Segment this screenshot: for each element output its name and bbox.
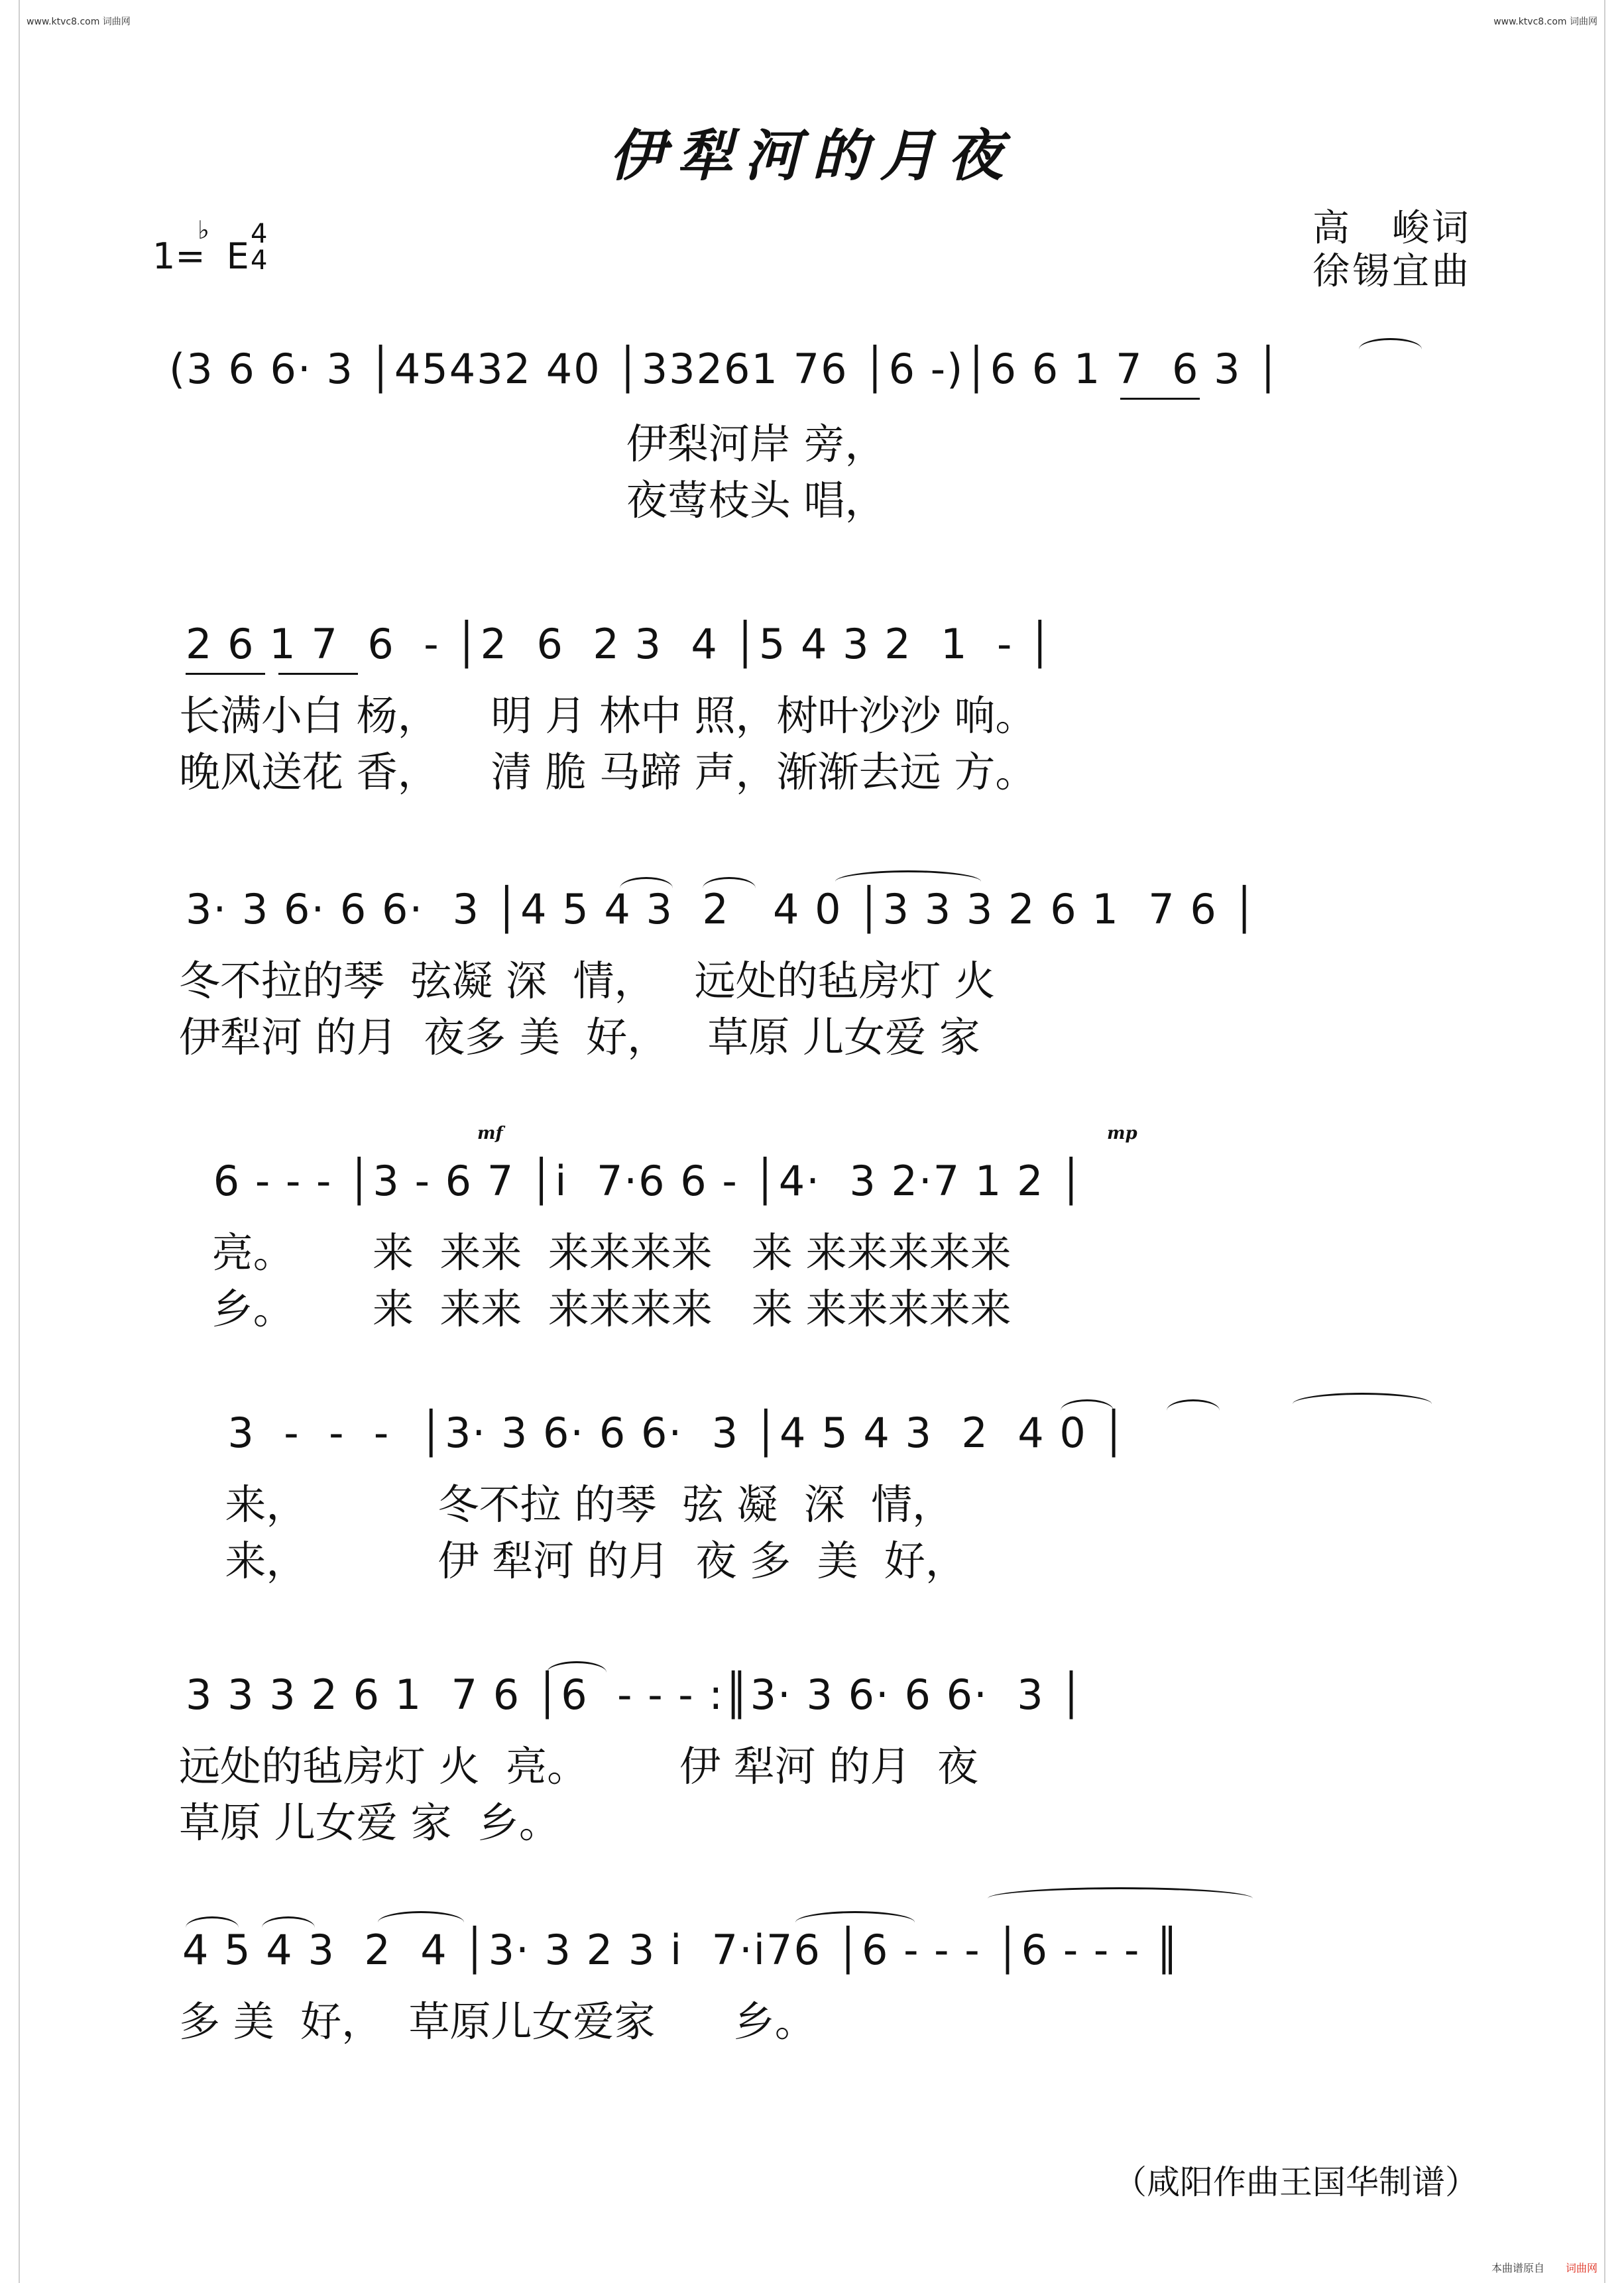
lyrics-verse-2: 来， 伊 犁河 的月 夜 多 美 好，	[199, 1537, 966, 1585]
notation-line: 6 - - - │3 - 6 7 │i 7·6 6 - │4· 3 2·7 1 2 │	[199, 1157, 1085, 1205]
notation-line: (3 6 6· 3 │45432 40 │33261 76 │6 -)│6 6 1 7 6 3 │	[169, 345, 1282, 393]
time-top: 4	[251, 219, 268, 249]
slur-mark	[703, 877, 756, 888]
brand-label: 本曲谱原自	[1491, 2262, 1544, 2274]
lyrics-verse-2: 草原 儿女爱 家 乡。	[179, 1798, 560, 1847]
site-watermark-left: www.ktvc8.com 词曲网	[27, 17, 131, 27]
slur-mark	[1293, 1393, 1432, 1404]
beam-line	[186, 673, 265, 675]
lyrics-verse-1: 远处的毡房灯 火 亮。 伊 犁河 的月 夜	[179, 1742, 978, 1790]
slur-mark	[1061, 1399, 1114, 1411]
slur-mark	[262, 1916, 315, 1928]
left-margin-strip	[0, 0, 20, 2283]
beam-line	[1120, 398, 1200, 400]
brand-logo-text: 词曲网	[1565, 2262, 1597, 2274]
song-title: 伊犁河的月夜	[609, 123, 1015, 188]
lyrics-verse-1: 长满小白 杨， 明 月 林中 照，树叶沙沙 响。	[179, 691, 1037, 740]
key-prefix: 1=	[152, 235, 205, 277]
lyrics-verse-1: 来， 冬不拉 的琴 弦 凝 深 情，	[199, 1480, 954, 1529]
slur-mark	[795, 1911, 915, 1922]
lyrics-verse-1: 冬不拉的琴 弦凝 深 情， 远处的毡房灯 火	[179, 957, 996, 1005]
slur-mark	[547, 1661, 607, 1672]
lyrics-verse-2: 乡。 来 来来 来来来来 来 来来来来来	[199, 1285, 1012, 1333]
notation-line: 3· 3 6· 6 6· 3 │4 5 4 3 2 4 0 │3 3 3 2 6 1 7 6 │	[186, 885, 1258, 933]
slur-mark	[378, 1911, 464, 1922]
notation-line: 4 5 4 3 2 4 │3· 3 2 3 i 7·i76 │6 - - - │6 - - - ║	[182, 1926, 1181, 1974]
slur-mark	[835, 870, 981, 882]
time-signature	[251, 221, 267, 274]
time-bottom: 4	[251, 245, 268, 276]
lyrics-verse-2: 夜莺枝头 唱，	[169, 476, 886, 524]
key-note: E	[226, 235, 249, 277]
beam-line	[278, 673, 358, 675]
footer-credit: （咸阳作曲王国华制谱）	[1114, 2163, 1478, 2201]
slur-mark	[1359, 338, 1422, 349]
lyrics-verse-1: 亮。 来 来来 来来来来 来 来来来来来	[199, 1228, 1012, 1277]
composer-credit: 徐锡宜曲	[1312, 250, 1472, 293]
lyrics-verse-1: 伊梨河岸 旁，	[169, 420, 886, 468]
notation-line: 3 3 3 2 6 1 7 6 │6 - - - :║3· 3 6· 6 6· 3 │	[186, 1670, 1085, 1719]
lyrics-verse-2: 晚风送花 香， 清 脆 马蹄 声，渐渐去远 方。	[179, 748, 1037, 796]
lyricist-credit: 高 峻词	[1312, 207, 1472, 250]
slur-mark	[620, 877, 673, 888]
notation-line: 2 6 1 7 6 - │2 6 2 3 4 │5 4 3 2 1 - │	[186, 620, 1054, 668]
right-margin-strip	[1604, 0, 1624, 2283]
key-signature	[152, 215, 268, 277]
lyrics-verse-2: 伊犁河 的月 夜多 美 好， 草原 儿女爱 家	[179, 1013, 980, 1061]
dynamic-mark: mf	[477, 1124, 503, 1143]
notation-line: 3 - - - │3· 3 6· 6 6· 3 │4 5 4 3 2 4 0 │	[199, 1409, 1128, 1457]
flat-symbol: ♭	[198, 215, 209, 245]
dynamic-mark: mp	[1107, 1124, 1137, 1143]
slur-mark	[988, 1887, 1253, 1899]
site-watermark-right: www.ktvc8.com 词曲网	[1493, 17, 1597, 27]
slur-mark	[186, 1916, 239, 1928]
lyrics-verse-1: 多 美 好， 草原儿女爱家 乡。	[179, 1997, 816, 2046]
slur-mark	[1167, 1399, 1220, 1411]
